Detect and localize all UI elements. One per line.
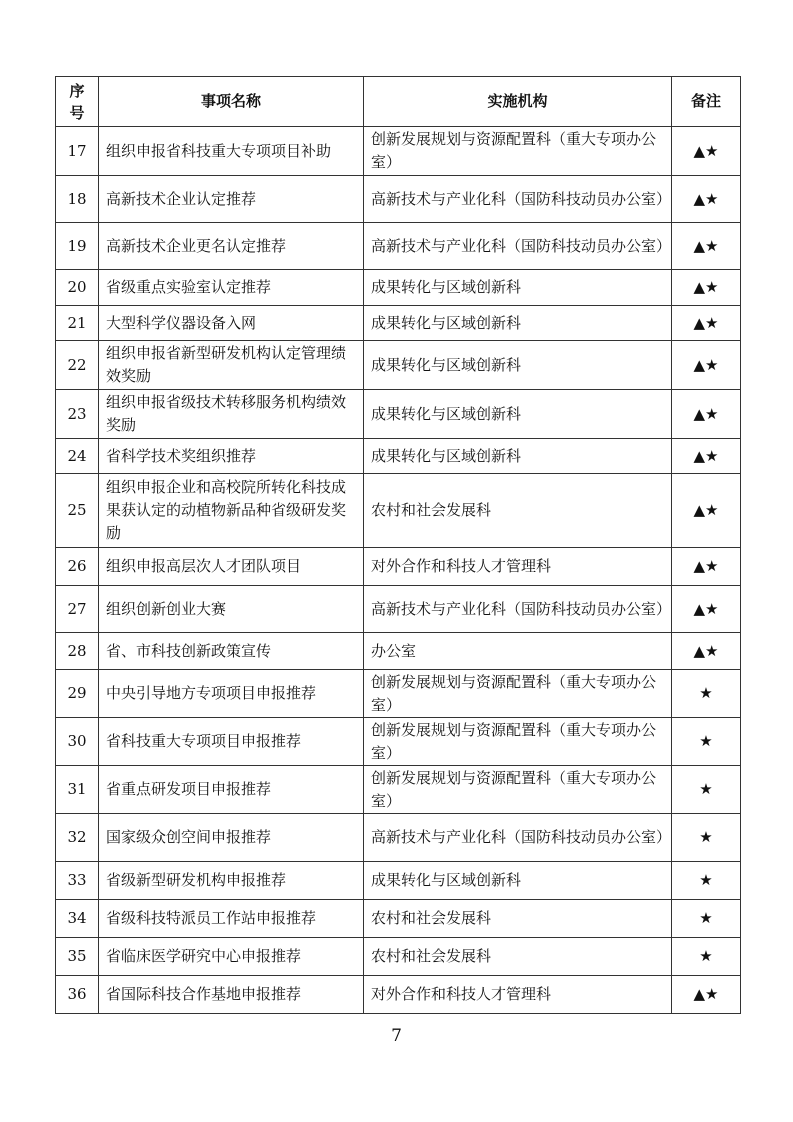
table-row <box>56 474 741 548</box>
table-row <box>56 127 741 176</box>
row-number: 27 <box>56 586 99 633</box>
note-marks: ▲★ <box>672 223 741 270</box>
note-marks: ★ <box>672 766 741 814</box>
implementing-org: 创新发展规划与资源配置科（重大专项办公室） <box>364 766 672 814</box>
row-number: 20 <box>56 270 99 306</box>
table-row <box>56 439 741 474</box>
row-number: 28 <box>56 633 99 670</box>
note-marks: ▲★ <box>672 127 741 176</box>
implementing-org: 成果转化与区域创新科 <box>364 439 672 474</box>
note-marks: ★ <box>672 938 741 976</box>
row-number: 19 <box>56 223 99 270</box>
implementing-org: 农村和社会发展科 <box>364 938 672 976</box>
table-row <box>56 270 741 306</box>
table-row <box>56 976 741 1014</box>
implementing-org: 对外合作和科技人才管理科 <box>364 976 672 1014</box>
note-marks: ★ <box>672 718 741 766</box>
item-name: 组织创新创业大赛 <box>99 586 364 633</box>
table-row <box>56 670 741 718</box>
note-marks: ▲★ <box>672 586 741 633</box>
note-marks: ▲★ <box>672 976 741 1014</box>
table-row <box>56 900 741 938</box>
implementing-org: 成果转化与区域创新科 <box>364 341 672 390</box>
implementing-org: 农村和社会发展科 <box>364 900 672 938</box>
row-number: 26 <box>56 548 99 586</box>
items-table <box>55 76 741 1014</box>
table-row <box>56 176 741 223</box>
note-marks: ▲★ <box>672 474 741 548</box>
header-name: 事项名称 <box>99 77 364 127</box>
row-number: 36 <box>56 976 99 1014</box>
row-number: 22 <box>56 341 99 390</box>
item-name: 高新技术企业认定推荐 <box>99 176 364 223</box>
implementing-org: 创新发展规划与资源配置科（重大专项办公室） <box>364 127 672 176</box>
implementing-org: 办公室 <box>364 633 672 670</box>
item-name: 省临床医学研究中心申报推荐 <box>99 938 364 976</box>
item-name: 组织申报企业和高校院所转化科技成果获认定的动植物新品种省级研发奖励 <box>99 474 364 548</box>
note-marks: ▲★ <box>672 390 741 439</box>
table-row <box>56 341 741 390</box>
item-name: 省级重点实验室认定推荐 <box>99 270 364 306</box>
header-note: 备注 <box>672 77 741 127</box>
implementing-org: 高新技术与产业化科（国防科技动员办公室） <box>364 223 672 270</box>
item-name: 组织申报省科技重大专项项目补助 <box>99 127 364 176</box>
item-name: 组织申报省级技术转移服务机构绩效奖励 <box>99 390 364 439</box>
row-number: 21 <box>56 306 99 341</box>
note-marks: ★ <box>672 900 741 938</box>
table-row <box>56 766 741 814</box>
item-name: 省科学技术奖组织推荐 <box>99 439 364 474</box>
table-row <box>56 390 741 439</box>
implementing-org: 高新技术与产业化科（国防科技动员办公室） <box>364 176 672 223</box>
table-row <box>56 814 741 862</box>
table-row <box>56 938 741 976</box>
item-name: 中央引导地方专项项目申报推荐 <box>99 670 364 718</box>
header-no: 序号 <box>56 77 99 127</box>
row-number: 24 <box>56 439 99 474</box>
row-number: 25 <box>56 474 99 548</box>
header-row <box>56 77 741 127</box>
note-marks: ★ <box>672 862 741 900</box>
row-number: 29 <box>56 670 99 718</box>
table-row <box>56 306 741 341</box>
row-number: 35 <box>56 938 99 976</box>
row-number: 18 <box>56 176 99 223</box>
implementing-org: 高新技术与产业化科（国防科技动员办公室） <box>364 814 672 862</box>
note-marks: ★ <box>672 670 741 718</box>
table-row <box>56 223 741 270</box>
table-row <box>56 862 741 900</box>
implementing-org: 对外合作和科技人才管理科 <box>364 548 672 586</box>
note-marks: ▲★ <box>672 633 741 670</box>
implementing-org: 创新发展规划与资源配置科（重大专项办公室） <box>364 718 672 766</box>
item-name: 高新技术企业更名认定推荐 <box>99 223 364 270</box>
implementing-org: 创新发展规划与资源配置科（重大专项办公室） <box>364 670 672 718</box>
row-number: 34 <box>56 900 99 938</box>
row-number: 32 <box>56 814 99 862</box>
item-name: 省级科技特派员工作站申报推荐 <box>99 900 364 938</box>
item-name: 省、市科技创新政策宣传 <box>99 633 364 670</box>
row-number: 31 <box>56 766 99 814</box>
row-number: 30 <box>56 718 99 766</box>
row-number: 17 <box>56 127 99 176</box>
row-number: 33 <box>56 862 99 900</box>
table-row <box>56 548 741 586</box>
item-name: 大型科学仪器设备入网 <box>99 306 364 341</box>
item-name: 省国际科技合作基地申报推荐 <box>99 976 364 1014</box>
item-name: 组织申报高层次人才团队项目 <box>99 548 364 586</box>
implementing-org: 成果转化与区域创新科 <box>364 306 672 341</box>
implementing-org: 成果转化与区域创新科 <box>364 270 672 306</box>
note-marks: ▲★ <box>672 176 741 223</box>
note-marks: ▲★ <box>672 306 741 341</box>
header-org: 实施机构 <box>364 77 672 127</box>
item-name: 省级新型研发机构申报推荐 <box>99 862 364 900</box>
note-marks: ★ <box>672 814 741 862</box>
note-marks: ▲★ <box>672 439 741 474</box>
item-name: 省重点研发项目申报推荐 <box>99 766 364 814</box>
item-name: 省科技重大专项项目申报推荐 <box>99 718 364 766</box>
row-number: 23 <box>56 390 99 439</box>
implementing-org: 高新技术与产业化科（国防科技动员办公室） <box>364 586 672 633</box>
item-name: 组织申报省新型研发机构认定管理绩效奖励 <box>99 341 364 390</box>
table-row <box>56 586 741 633</box>
note-marks: ▲★ <box>672 341 741 390</box>
implementing-org: 成果转化与区域创新科 <box>364 390 672 439</box>
implementing-org: 成果转化与区域创新科 <box>364 862 672 900</box>
table-row <box>56 718 741 766</box>
table-row <box>56 633 741 670</box>
item-name: 国家级众创空间申报推荐 <box>99 814 364 862</box>
implementing-org: 农村和社会发展科 <box>364 474 672 548</box>
page-number: 7 <box>391 1026 402 1046</box>
note-marks: ▲★ <box>672 548 741 586</box>
note-marks: ▲★ <box>672 270 741 306</box>
